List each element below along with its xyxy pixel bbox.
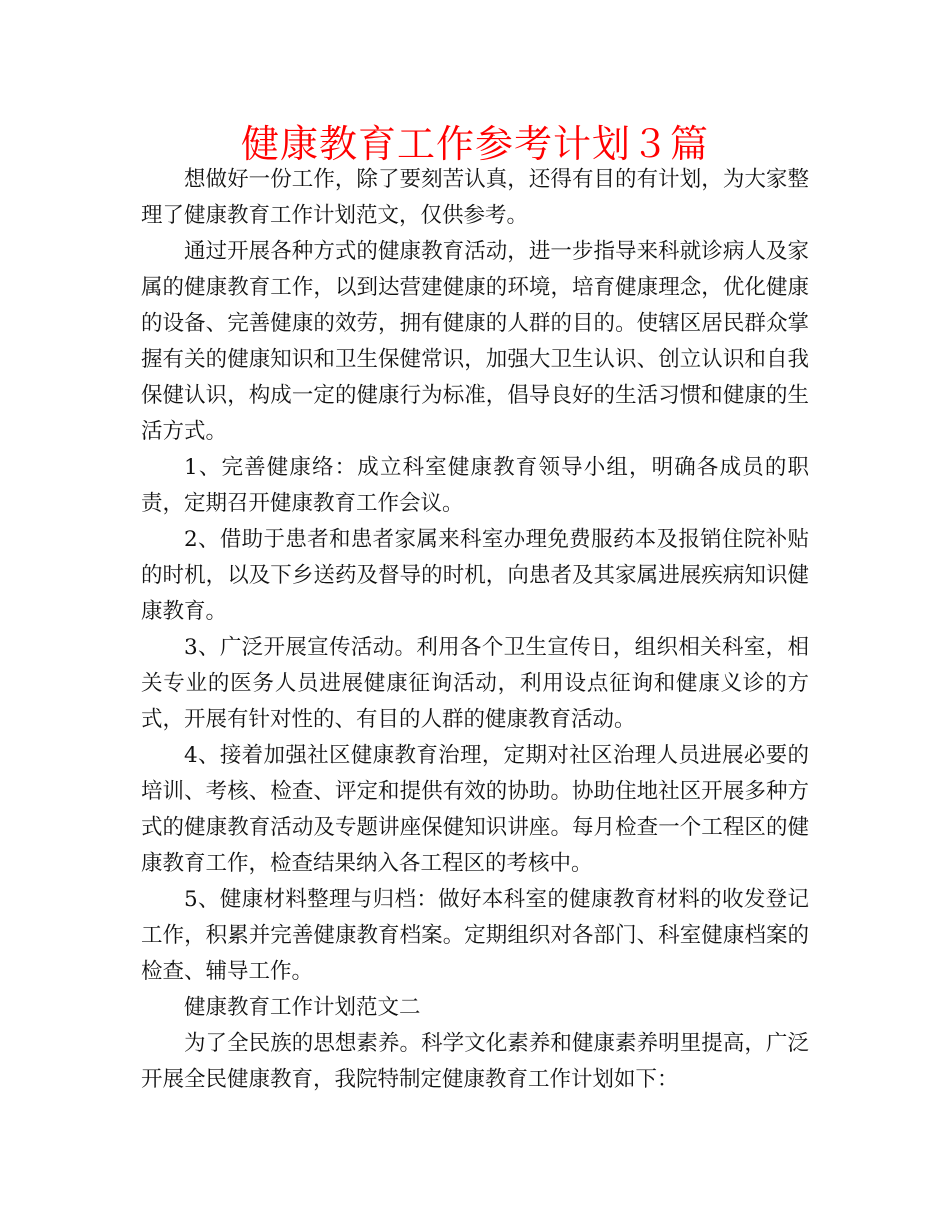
document-title: 健康教育工作参考计划３篇 xyxy=(240,122,709,166)
paragraph-item-3: 3、广泛开展宣传活动。利用各个卫生宣传日，组织相关科室，相关专业的医务人员进展健康征询活动，利用设点征询和健康义诊的方式，开展有针对性的、有目的人群的健康教育活动。 xyxy=(141,635,809,732)
paragraph-intro: 想做好一份工作，除了要刻苦认真，还得有目的有计划，为大家整理了健康教育工作计划范文，仅供参考。 xyxy=(141,167,809,228)
paragraph-overview: 通过开展各种方式的健康教育活动，进一步指导来科就诊病人及家属的健康教育工作，以到达营建健康的环境，培育健康理念，优化健康的设备、完善健康的效劳，拥有健康的人群的目的。使辖区居民群众掌握有关的健康知识和卫生保健常识，加强大卫生认识、创立认识和自我保健认识，构成一定的健康行为标准，倡导良好的生活习惯和健康的生活方式。 xyxy=(141,239,809,444)
paragraph-item-4: 4、接着加强社区健康教育治理，定期对社区治理人员进展必要的培训、考核、检查、评定和提供有效的协助。协助住地社区开展多种方式的健康教育活动及专题讲座保健知识讲座。每月检查一个工程区的健康教育工作，检查结果纳入各工程区的考核中。 xyxy=(141,743,809,876)
document-body xyxy=(141,162,809,1098)
paragraph-item-5: 5、健康材料整理与归档：做好本科室的健康教育材料的收发登记工作，积累并完善健康教育档案。定期组织对各部门、科室健康档案的检查、辅导工作。 xyxy=(141,887,809,984)
paragraph-sample-two-intro: 为了全民族的思想素养。科学文化素养和健康素养明里提高，广泛开展全民健康教育，我院特制定健康教育工作计划如下： xyxy=(141,1031,809,1092)
section-heading-sample-two: 健康教育工作计划范文二 xyxy=(184,995,421,1020)
paragraph-item-1: 1、完善健康络：成立科室健康教育领导小组，明确各成员的职责，定期召开健康教育工作会议。 xyxy=(141,455,809,516)
paragraph-item-2: 2、借助于患者和患者家属来科室办理免费服药本及报销住院补贴的时机，以及下乡送药及督导的时机，向患者及其家属进展疾病知识健康教育。 xyxy=(141,527,809,624)
